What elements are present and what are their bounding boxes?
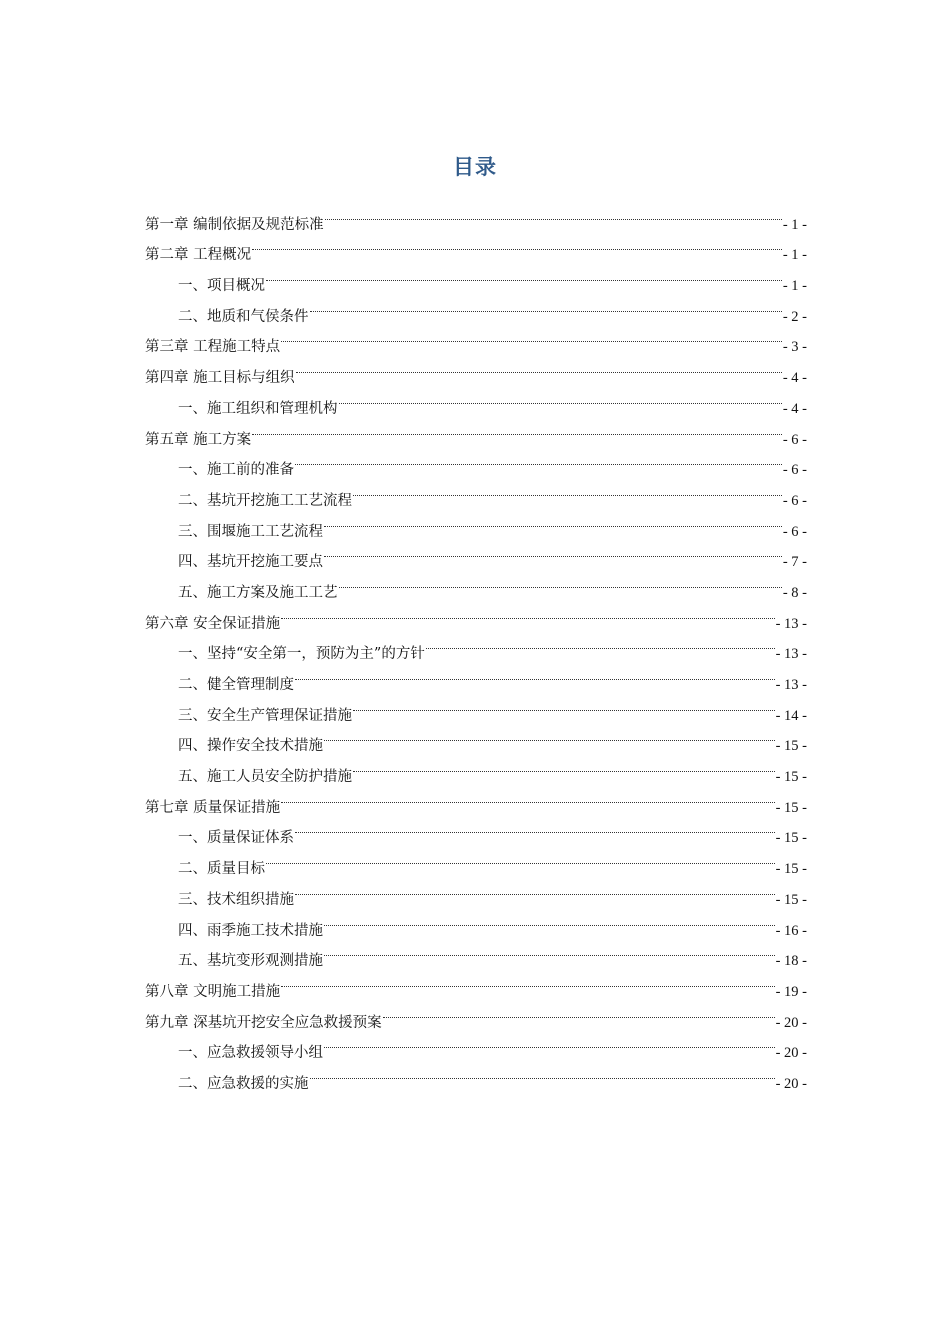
toc-page-number: - 13 - <box>775 646 807 663</box>
toc-entry-text: 一、坚持“安全第一，预防为主”的方针 <box>178 646 425 663</box>
toc-entry-text: 第四章 施工目标与组织 <box>145 370 295 387</box>
toc-page-number: - 7 - <box>782 554 807 571</box>
toc-dot-leader <box>339 566 782 597</box>
toc-entry-text: 二、基坑开挖施工工艺流程 <box>178 492 352 509</box>
toc-dot-leader <box>353 474 782 505</box>
toc-dot-leader <box>324 904 775 935</box>
toc-dot-leader <box>324 720 775 751</box>
toc-page-number: - 15 - <box>775 891 807 908</box>
toc-entry-text: 二、地质和气侯条件 <box>178 308 309 325</box>
toc-entry-text: 五、施工方案及施工工艺 <box>178 584 338 601</box>
toc-dot-leader <box>281 321 782 352</box>
toc-list <box>145 198 807 1092</box>
toc-page-number: - 13 - <box>775 615 807 632</box>
toc-entry-text: 三、技术组织措施 <box>178 891 294 908</box>
toc-page-number: - 15 - <box>775 830 807 847</box>
toc-page-number: - 13 - <box>775 677 807 693</box>
toc-dot-leader <box>252 413 782 444</box>
toc-dot-leader <box>353 750 775 781</box>
toc-entry-text: 五、基坑变形观测措施 <box>178 953 323 970</box>
toc-dot-leader <box>252 229 782 260</box>
toc-dot-leader <box>325 198 782 229</box>
toc-dot-leader <box>295 444 782 475</box>
toc-entry-text: 第二章 工程概况 <box>145 247 252 264</box>
toc-entry-text: 第三章 工程施工特点 <box>145 339 281 356</box>
toc-entry-text: 一、项目概况 <box>178 278 265 295</box>
toc-dot-leader <box>295 873 775 904</box>
toc-dot-leader <box>266 259 782 290</box>
toc-dot-leader <box>281 597 774 628</box>
toc-page-number: - 4 - <box>782 400 807 417</box>
toc-entry-text: 第七章 质量保证措施 <box>145 799 281 816</box>
toc-page-number: - 4 - <box>782 370 807 387</box>
toc-page-number: - 1 - <box>782 278 807 295</box>
toc-page-number: - 8 - <box>782 584 807 601</box>
toc-entry-text: 一、施工组织和管理机构 <box>178 400 338 417</box>
toc-page-number: - 2 - <box>782 308 807 325</box>
toc-page-number: - 15 - <box>775 799 807 816</box>
toc-page-number: - 1 - <box>782 247 807 264</box>
toc-page-number: - 6 - <box>782 523 807 540</box>
toc-entry-text: 四、雨季施工技术措施 <box>178 922 323 939</box>
toc-dot-leader <box>281 965 774 996</box>
toc-entry-text: 四、基坑开挖施工要点 <box>178 554 323 571</box>
toc-page-number: - 6 - <box>782 462 807 479</box>
toc-entry-text: 第六章 安全保证措施 <box>145 615 281 632</box>
toc-entry-text: 一、应急救援领导小组 <box>178 1045 323 1062</box>
toc-page-number: - 20 - <box>775 1045 807 1062</box>
toc-entry-text: 二、应急救援的实施 <box>178 1075 309 1092</box>
toc-dot-leader <box>295 812 775 843</box>
toc-dot-leader <box>353 689 775 720</box>
toc-title: 目录 <box>453 155 497 179</box>
toc-entry-text: 第一章 编制依据及规范标准 <box>145 216 324 233</box>
toc-page-number: - 14 - <box>775 707 807 724</box>
toc-dot-leader <box>324 1027 775 1058</box>
toc-entry-text: 第九章 深基坑开挖安全应急救援预案 <box>145 1014 382 1031</box>
toc-dot-leader <box>339 382 782 413</box>
toc-page-number: - 1 - <box>782 216 807 233</box>
toc-page-number: - 19 - <box>775 983 807 1000</box>
toc-entry-text: 三、安全生产管理保证措施 <box>178 707 352 724</box>
toc-page-number: - 15 - <box>775 861 807 878</box>
toc-dot-leader <box>266 842 775 873</box>
toc-entry-text: 一、质量保证体系 <box>178 830 294 847</box>
toc-entry-text: 第八章 文明施工措施 <box>145 983 281 1000</box>
toc-entry-text: 三、围堰施工工艺流程 <box>178 523 323 540</box>
toc-page-number: - 20 - <box>775 1075 807 1092</box>
toc-entry-text: 一、施工前的准备 <box>178 462 294 479</box>
toc-dot-leader <box>295 658 775 689</box>
toc-entry[interactable] <box>145 198 807 233</box>
toc-dot-leader <box>281 781 774 812</box>
toc-entry-text: 二、质量目标 <box>178 861 265 878</box>
toc-entry-text: 五、施工人员安全防护措施 <box>178 769 352 786</box>
toc-dot-leader <box>296 351 782 382</box>
toc-entry-text: 二、健全管理制度 <box>178 677 294 693</box>
toc-page-number: - 6 - <box>782 492 807 509</box>
toc-dot-leader <box>310 290 782 321</box>
toc-dot-leader <box>426 628 775 659</box>
toc-page-number: - 20 - <box>775 1014 807 1031</box>
toc-dot-leader <box>324 935 775 966</box>
toc-dot-leader <box>324 505 782 536</box>
toc-page-number: - 16 - <box>775 922 807 939</box>
toc-page-number: - 6 - <box>782 431 807 448</box>
toc-dot-leader <box>383 996 775 1027</box>
toc-page-number: - 15 - <box>775 769 807 786</box>
toc-dot-leader <box>324 536 782 567</box>
toc-page-number: - 18 - <box>775 953 807 970</box>
toc-entry-text: 第五章 施工方案 <box>145 431 252 448</box>
toc-entry-text: 四、操作安全技术措施 <box>178 738 323 755</box>
toc-dot-leader <box>310 1057 775 1088</box>
toc-page-number: - 3 - <box>782 339 807 356</box>
toc-page-number: - 15 - <box>775 738 807 755</box>
